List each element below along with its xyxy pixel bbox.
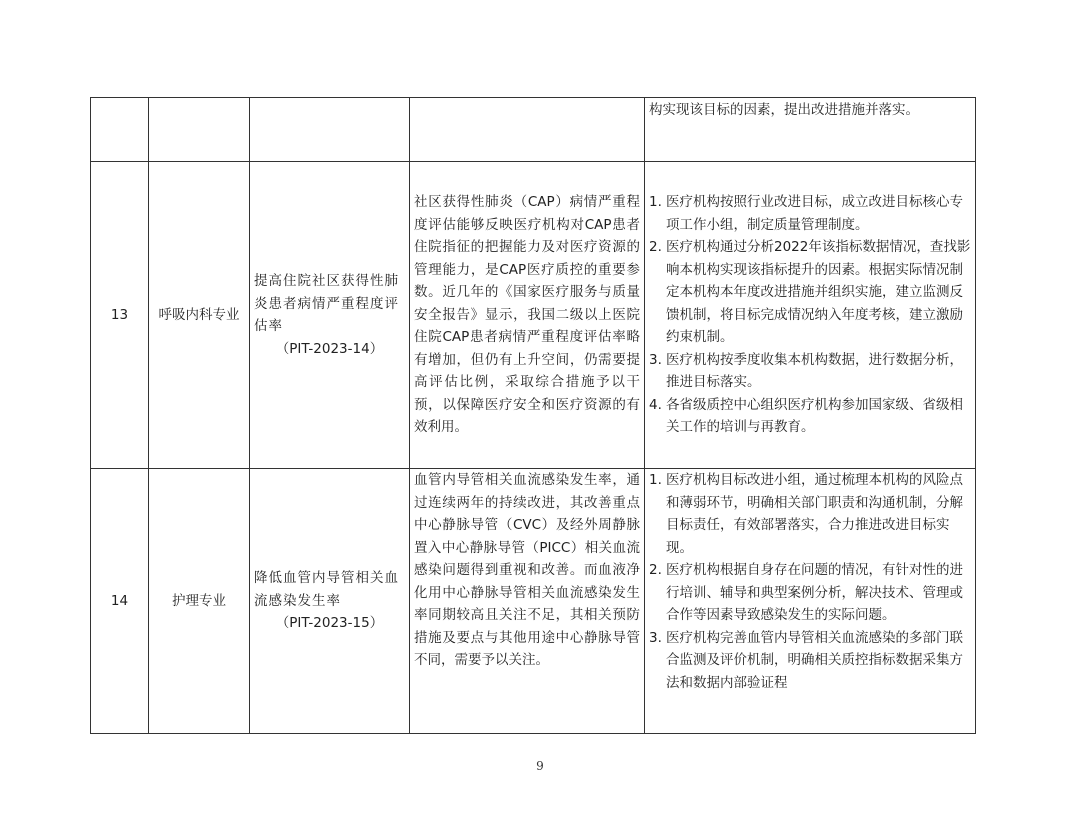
measure-number: 3.	[649, 629, 662, 646]
target-name-text: 提高住院社区获得性肺炎患者病情严重程度评估率	[254, 273, 399, 334]
row-measures	[645, 98, 976, 162]
row-measures	[645, 162, 976, 469]
measure-number: 2.	[649, 239, 662, 256]
row-measures	[645, 469, 976, 734]
measure-item	[649, 191, 971, 236]
measure-text: 医疗机构目标改进小组，通过梳理本机构的风险点和薄弱环节，明确相关部门职责和沟通机制，分解目标责任，有效部署落实，合力推进改进目标实现。	[666, 472, 963, 556]
row-specialty	[149, 98, 250, 162]
row-index: 13	[91, 162, 149, 469]
row-specialty: 护理专业	[149, 469, 250, 734]
measure-text: 医疗机构完善血管内导管相关血流感染的多部门联合监测及评价机制，明确相关质控指标数据采集方法和数据内部验证程	[666, 629, 963, 691]
row-target-name	[250, 98, 410, 162]
measure-text: 医疗机构根据自身存在问题的情况，有针对性的进行培训、辅导和典型案例分析，解决技术、管理或合作等因素导致感染发生的实际问题。	[666, 562, 963, 623]
measure-item	[649, 236, 971, 349]
measure-item	[649, 349, 971, 394]
measure-text: 医疗机构按照行业改进目标，成立改进目标核心专项工作小组，制定质量管理制度。	[666, 194, 963, 233]
target-name-text: 降低血管内导管相关血流感染发生率	[254, 570, 399, 609]
row-description	[410, 98, 645, 162]
measure-text: 医疗机构通过分析2022年该指标数据情况，查找影响本机构实现该指标提升的因素。根据实际情况制定本机构本年度改进措施并组织实施，建立监测反馈机制，将目标完成情况纳入年度考核，建立激励约束机制。	[666, 239, 971, 346]
measure-item	[649, 469, 971, 559]
measure-number: 2.	[649, 562, 662, 578]
measure-text: 医疗机构按季度收集本机构数据，进行数据分析，推进目标落实。	[666, 351, 963, 391]
row-index	[91, 98, 149, 162]
page-number: 9	[536, 759, 544, 773]
target-code: （PIT-2023-15）	[275, 615, 384, 632]
row-specialty: 呼吸内科专业	[149, 162, 250, 469]
row-index: 14	[91, 469, 149, 734]
row-target-name	[250, 162, 410, 469]
measure-text: 各省级质控中心组织医疗机构参加国家级、省级相关工作的培训与再教育。	[666, 396, 963, 436]
measure-number: 1.	[649, 472, 662, 488]
row-description: 血管内导管相关血流感染发生率，通过连续两年的持续改进，其改善重点中心静脉导管（CVC）及经外周静脉置入中心静脉导管（PICC）相关血流感染问题得到重视和改善。而血液净化用中心静脉导管相关血流感染发生率同期较高且关注不足，其相关预防措施及要点与其他用途中心静脉导管不同，需要予以关注。	[410, 469, 645, 734]
measure-item	[649, 99, 971, 122]
improvement-targets-table	[90, 97, 976, 734]
target-code: （PIT-2023-14）	[275, 340, 384, 357]
measure-number: 3.	[649, 351, 662, 368]
row-description: 社区获得性肺炎（CAP）病情严重程度评估能够反映医疗机构对CAP患者住院指征的把握能力及对医疗资源的管理能力，是CAP医疗质控的重要参数。近几年的《国家医疗服务与质量安全报告》显示，我国二级以上医院住院CAP患者病情严重程度评估率略有增加，但仍有上升空间，仍需要提高评估比例，采取综合措施予以干预，以保障医疗安全和医疗资源的有效利用。	[410, 162, 645, 469]
measure-number: 1.	[649, 194, 662, 211]
measure-item	[649, 627, 971, 695]
table-row	[91, 98, 976, 162]
measure-text: 构实现该目标的因素，提出改进措施并落实。	[649, 102, 919, 118]
table-row	[91, 162, 976, 469]
table-row	[91, 469, 976, 734]
measure-number: 4.	[649, 396, 662, 413]
row-target-name	[250, 469, 410, 734]
measure-item	[649, 559, 971, 627]
measure-item	[649, 394, 971, 439]
